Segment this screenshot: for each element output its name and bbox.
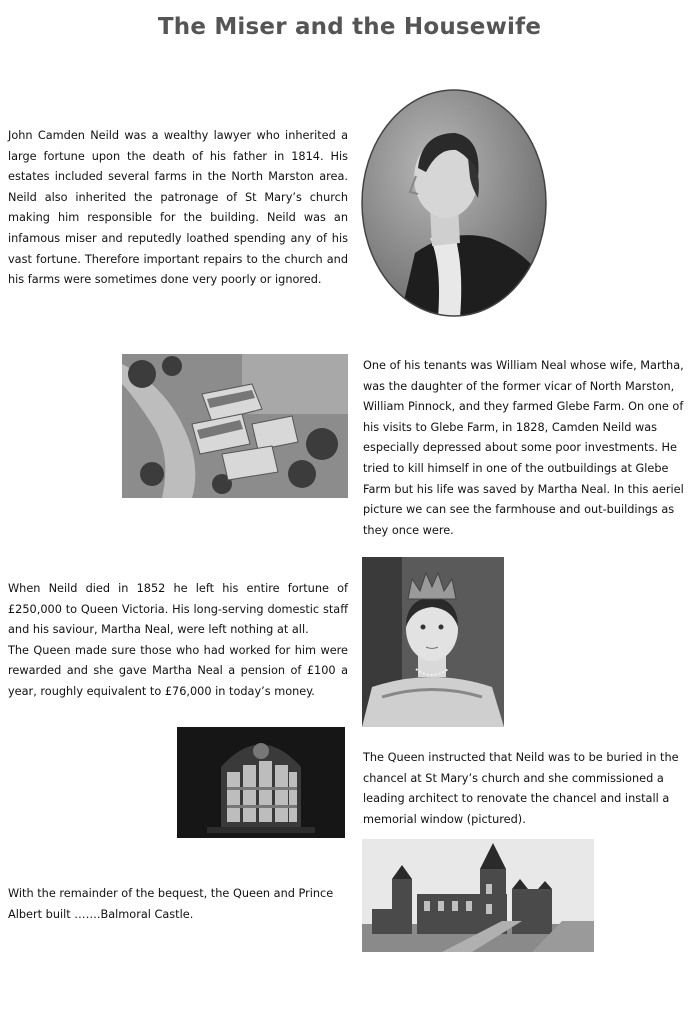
intro-paragraph <box>8 126 348 291</box>
tenant-text: One of his tenants was William Neal whose wife, Martha, was the daughter of the former vicar of North Marston, William Pinnock, and they farmed Glebe Farm. On one of his visits to Glebe Farm, in 1828, Camden Neild was especially depressed about some poor investments. He tried to kill himself in one of the outbuildings at Glebe Farm but his life was saved by Martha Neal. In this aeriel picture we can see the farmhouse and out-buildings as they once were. <box>363 359 684 537</box>
portrait-neild-graphic <box>360 88 548 318</box>
balmoral-paragraph <box>8 884 353 925</box>
burial-text: The Queen instructed that Neild was to be buried in the chancel at St Mary’s church and she commissioned a leading architect to renovate the chancel and install a memorial window (pictured). <box>363 751 679 826</box>
aerial-farm-image <box>122 354 348 498</box>
balmoral-castle-image <box>362 839 594 952</box>
will-paragraph <box>8 579 348 703</box>
balmoral-castle-graphic <box>362 839 594 952</box>
burial-paragraph <box>363 748 695 830</box>
memorial-window-image <box>177 727 345 838</box>
queen-victoria-graphic <box>362 557 504 727</box>
portrait-neild-image <box>360 88 548 318</box>
queen-victoria-image <box>362 557 504 727</box>
page-title: The Miser and the Housewife <box>157 14 542 40</box>
will-text-1: When Neild died in 1852 he left his entire fortune of £250,000 to Queen Victoria. His long-serving domestic staff and his saviour, Martha Neal, were left nothing at all. <box>8 582 348 637</box>
aerial-farm-graphic <box>122 354 348 498</box>
balmoral-text: With the remainder of the bequest, the Queen and Prince Albert built …….Balmoral Castle. <box>8 887 334 921</box>
will-text-2: The Queen made sure those who had worked for him were rewarded and she gave Martha Neal a pension of £100 a year, roughly equivalent to £76,000 in today’s money. <box>8 643 348 698</box>
tenant-paragraph <box>363 356 695 541</box>
intro-text: John Camden Neild was a wealthy lawyer who inherited a large fortune upon the death of his father in 1814. His estates included several farms in the North Marston area. Neild also inherited the patronage of St Mary’s church making him responsible for the building. Neild was an infamous miser and reputedly loathed spending any of his vast fortune. Therefore important repairs to the church and his farms were sometimes done very poorly or ignored. <box>8 129 348 287</box>
memorial-window-graphic <box>177 727 345 838</box>
